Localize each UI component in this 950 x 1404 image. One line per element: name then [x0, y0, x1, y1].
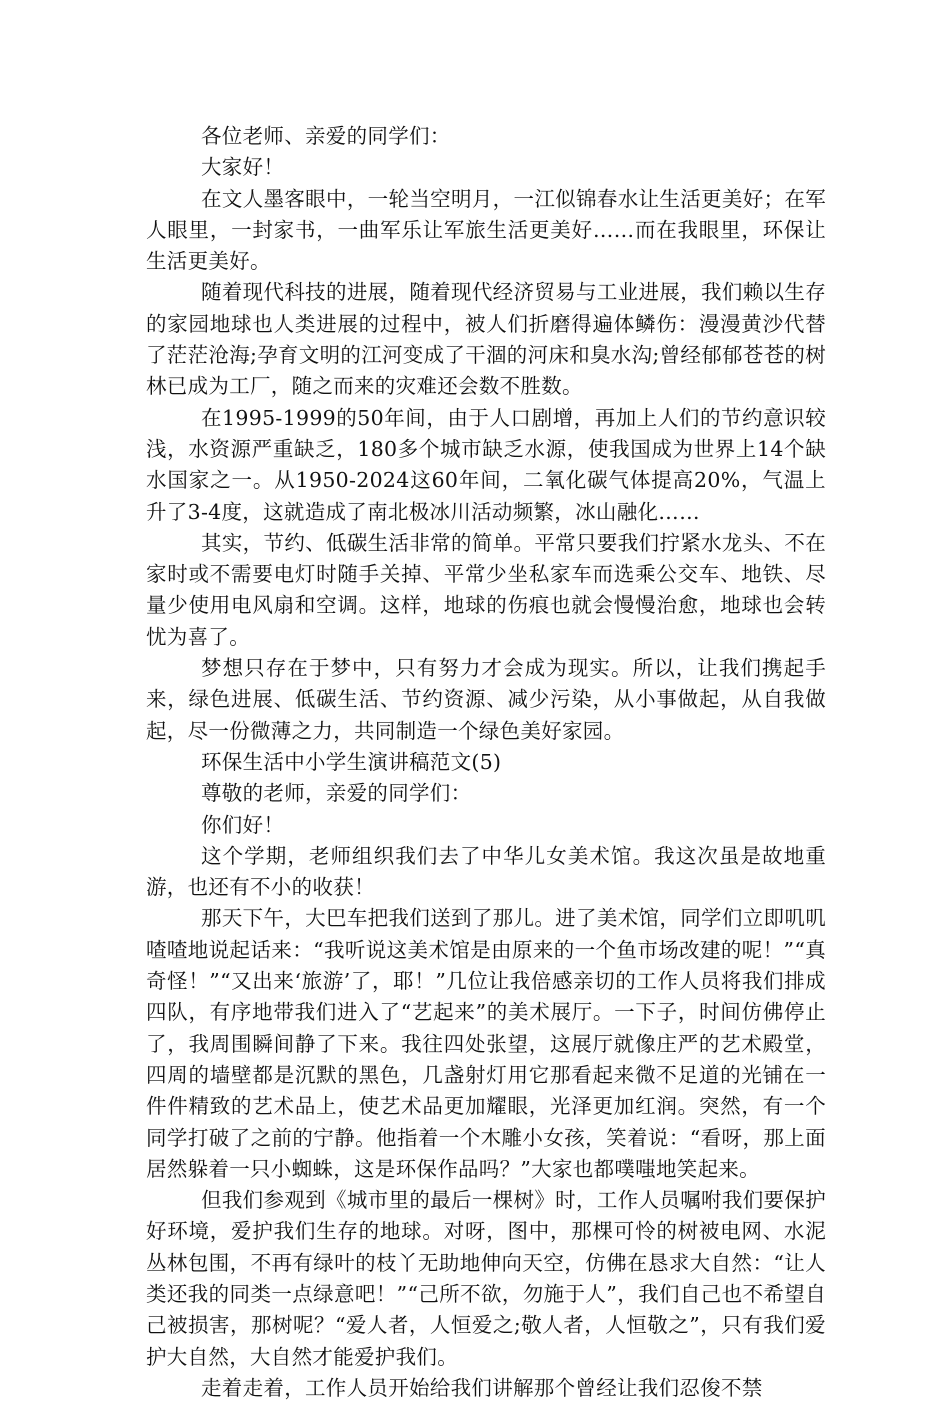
body-paragraph: 梦想只存在于梦中，只有努力才会成为现实。所以，让我们携起手来，绿色进展、低碳生活、节约资源、减少污染，从小事做起，从自我做起，尽一份微薄之力，共同制造一个绿色美好家园。	[146, 656, 826, 743]
body-paragraph: 随着现代科技的进展，随着现代经济贸易与工业进展，我们赖以生存的家园地球也人类进展的过程中，被人们折磨得遍体鳞伤：漫漫黄沙代替了茫茫沧海;孕育文明的江河变成了干涸的河床和臭水沟;曾经郁郁苍苍的树林已成为工厂，随之而来的灾难还会数不胜数。	[146, 280, 827, 399]
salutation-line: 你们好！	[201, 812, 285, 837]
body-paragraph: 在1995-1999的50年间，由于人口剧增，再加上人们的节约意识较浅，水资源严重缺乏，180多个城市缺乏水源，使我国成为世界上14个缺水国家之一。从1950-2024这60年间，二氧化碳气体提高20%，气温上升了3-4度，这就造成了南北极冰川活动频繁，冰山融化……	[146, 405, 826, 524]
greeting-line: 各位老师、亲爱的同学们：	[201, 124, 451, 148]
body-paragraph: 在文人墨客眼中，一轮当空明月，一江似锦春水让生活更美好；在军人眼里，一封家书，一曲军乐让军旅生活更美好……而在我眼里，环保让生活更美好。	[146, 186, 826, 274]
body-paragraph: 那天下午，大巴车把我们送到了那儿。进了美术馆，同学们立即叽叽喳喳地说起话来：“我听说这美术馆是由原来的一个鱼市场改建的呢！”“真奇怪！”“又出来‘旅游’了，耶！”几位让我倍感亲切的工作人员将我们排成四队，有序地带我们进入了“艺起来”的美术展厅。一下子，时间仿佛停止了，我周围瞬间静了下来。我往四处张望，这展厅就像庄严的艺术殿堂，四周的墙壁都是沉默的黑色，几盏射灯用它那看起来微不足道的光铺在一件件精致的艺术品上，使艺术品更加耀眼，光泽更加红润。突然，有一个同学打破了之前的宁静。他指着一个木雕小女孩，笑着说：“看呀，那上面居然躲着一只小蜘蛛，这是环保作品吗？”大家也都噗嗤地笑起来。	[146, 906, 826, 1181]
body-paragraph: 但我们参观到《城市里的最后一棵树》时，工作人员嘱咐我们要保护好环境，爱护我们生存的地球。对呀，图中，那棵可怜的树被电网、水泥丛林包围，不再有绿叶的枝丫无助地伸向天空，仿佛在恳求大自然：“让人类还我的同类一点绿意吧！”“己所不欲，勿施于人”，我们自己也不希望自己被损害，那树呢？“爱人者，人恒爱之;敬人者，人恒敬之”，只有我们爱护大自然，大自然才能爱护我们。	[146, 1188, 826, 1369]
body-paragraph: 这个学期，老师组织我们去了中华儿女美术馆。我这次虽是故地重游，也还有不小的收获！	[146, 843, 826, 900]
document-page	[146, 121, 826, 1404]
body-paragraph: 走着走着，工作人员开始给我们讲解那个曾经让我们忍俊不禁	[201, 1375, 763, 1400]
greeting-line: 尊敬的老师，亲爱的同学们：	[201, 781, 472, 806]
salutation-line: 大家好！	[201, 155, 285, 180]
section-title: 环保生活中小学生演讲稿范文(5)	[201, 749, 502, 774]
body-paragraph: 其实，节约、低碳生活非常的简单。平常只要我们拧紧水龙头、不在家时或不需要电灯时随手关掉、平常少坐私家车而选乘公交车、地铁、尽量少使用电风扇和空调。这样，地球的伤痕也就会慢慢治愈，地球也会转忧为喜了。	[146, 530, 826, 649]
